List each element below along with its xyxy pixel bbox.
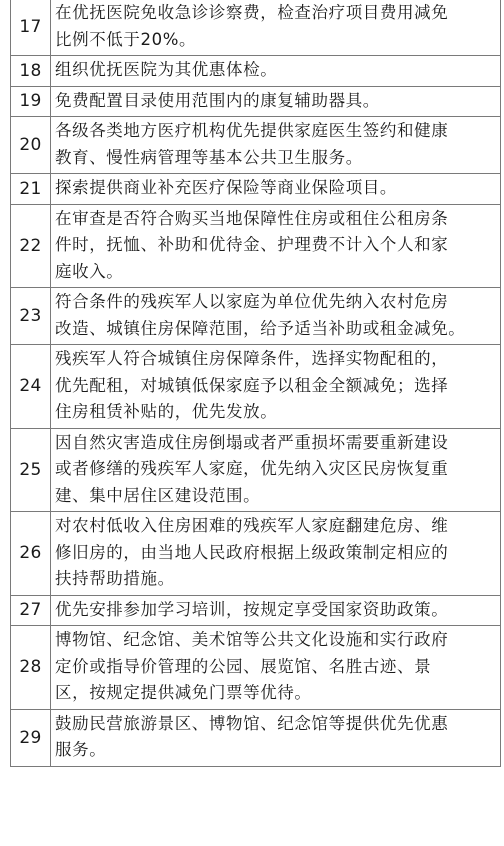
- row-number: 17: [11, 0, 51, 56]
- row-number: 25: [11, 428, 51, 512]
- row-description: [51, 86, 501, 117]
- row-number: 28: [11, 626, 51, 710]
- description-line: 比例不低于20%。: [55, 29, 197, 49]
- description-line: 建、集中居住区建设范围。: [55, 485, 261, 505]
- row-number: 21: [11, 174, 51, 205]
- row-description: [51, 428, 501, 512]
- description-line: 博物馆、纪念馆、美术馆等公共文化设施和实行政府: [55, 630, 449, 649]
- table-row: [11, 0, 501, 56]
- description-line: 在审查是否符合购买当地保障性住房或租住公租房条: [55, 208, 449, 228]
- description-line: 因自然灾害造成住房倒塌或者严重损坏需要重新建设: [55, 432, 449, 452]
- description-line: 修旧房的，由当地人民政府根据上级政策制定相应的: [55, 542, 449, 562]
- table-row: [11, 512, 501, 596]
- description-line: 扶持帮助措施。: [55, 569, 175, 588]
- table-row: [11, 117, 501, 174]
- benefits-table: [10, 0, 501, 767]
- table-row: [11, 709, 501, 766]
- row-description: [51, 512, 501, 596]
- description-line: 优先安排参加学习培训，按规定享受国家资助政策。: [55, 599, 449, 619]
- benefits-table-body: [11, 0, 501, 766]
- table-row: [11, 288, 501, 345]
- description-line: 符合条件的残疾军人以家庭为单位优先纳入农村危房: [55, 292, 449, 311]
- description-line: 探索提供商业补充医疗保险等商业保险项目。: [55, 178, 397, 197]
- row-number: 20: [11, 117, 51, 174]
- row-description: [51, 174, 501, 205]
- description-line: 服务。: [55, 740, 107, 759]
- table-row: [11, 626, 501, 710]
- row-description: [51, 626, 501, 710]
- description-line: 或者修缮的残疾军人家庭，优先纳入灾区民房恢复重: [55, 459, 449, 478]
- description-line: 区，按规定提供减免门票等优待。: [55, 683, 312, 702]
- row-description: [51, 595, 501, 626]
- description-line: 对农村低收入住房困难的残疾军人家庭翻建危房、维: [55, 516, 449, 535]
- row-description: [51, 56, 501, 87]
- description-line: 组织优抚医院为其优惠体检。: [55, 60, 278, 79]
- row-number: 19: [11, 86, 51, 117]
- row-number: 26: [11, 512, 51, 596]
- row-number: 23: [11, 288, 51, 345]
- description-line: 件时，抚恤、补助和优待金、护理费不计入个人和家: [55, 235, 449, 254]
- description-line: 庭收入。: [55, 261, 124, 281]
- description-line: 各级各类地方医疗机构优先提供家庭医生签约和健康: [55, 121, 449, 140]
- description-line: 鼓励民营旅游景区、博物馆、纪念馆等提供优先优惠: [55, 713, 449, 733]
- table-row: [11, 204, 501, 288]
- row-description: [51, 117, 501, 174]
- row-description: [51, 288, 501, 345]
- row-number: 18: [11, 56, 51, 87]
- description-line: 定价或指导价管理的公园、展览馆、名胜古迹、景: [55, 656, 432, 676]
- description-line: 改造、城镇住房保障范围，给予适当补助或租金减免。: [55, 318, 466, 338]
- description-line: 教育、慢性病管理等基本公共卫生服务。: [55, 147, 363, 167]
- row-number: 29: [11, 709, 51, 766]
- table-row: [11, 56, 501, 87]
- table-row: [11, 345, 501, 429]
- table-row: [11, 174, 501, 205]
- row-number: 22: [11, 204, 51, 288]
- table-row: [11, 428, 501, 512]
- description-line: 住房租赁补贴的，优先发放。: [55, 402, 278, 421]
- row-number: 27: [11, 595, 51, 626]
- description-line: 免费配置目录使用范围内的康复辅助器具。: [55, 90, 380, 110]
- row-description: [51, 204, 501, 288]
- row-description: [51, 709, 501, 766]
- table-row: [11, 595, 501, 626]
- row-number: 24: [11, 345, 51, 429]
- row-description: [51, 0, 501, 56]
- row-description: [51, 345, 501, 429]
- description-line: 优先配租，对城镇低保家庭予以租金全额减免；选择: [55, 375, 449, 395]
- description-line: 在优抚医院免收急诊诊察费，检查治疗项目费用减免: [55, 3, 449, 22]
- table-row: [11, 86, 501, 117]
- description-line: 残疾军人符合城镇住房保障条件，选择实物配租的，: [55, 349, 449, 368]
